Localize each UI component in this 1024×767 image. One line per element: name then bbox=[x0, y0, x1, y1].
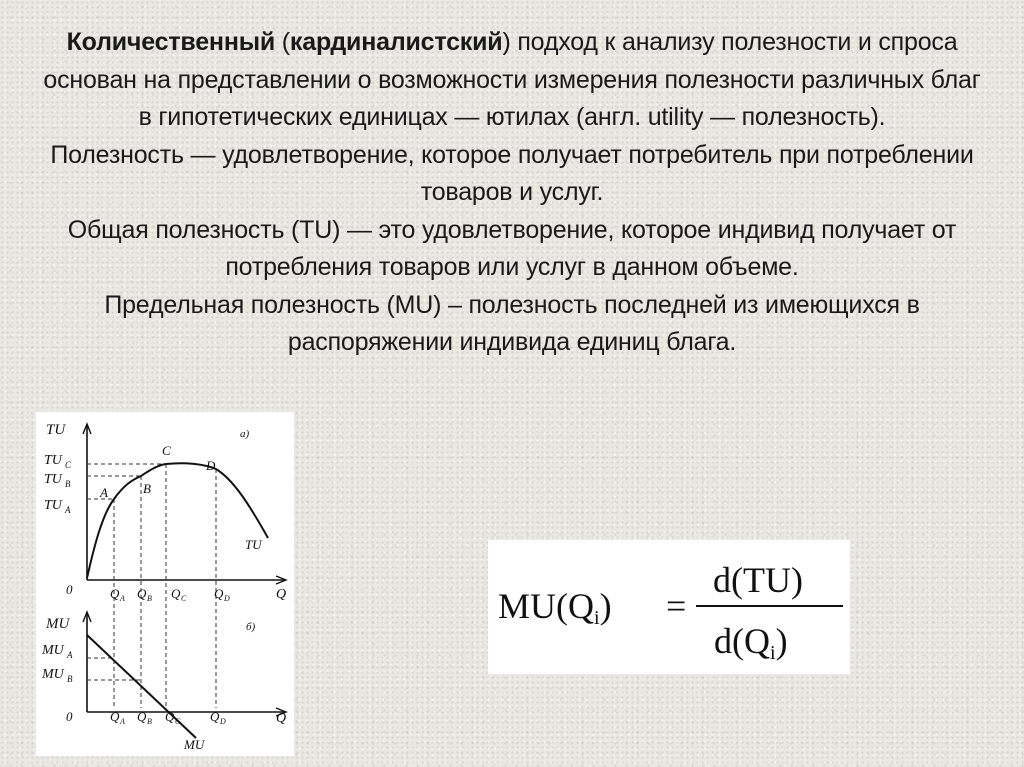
total-utility-graph bbox=[44, 422, 286, 708]
svg-text:A: A bbox=[120, 717, 125, 726]
tu-qb-tick bbox=[137, 586, 152, 603]
svg-text:Q: Q bbox=[110, 586, 120, 601]
svg-text:B: B bbox=[67, 674, 73, 684]
tu-y-axis-label: TU bbox=[46, 422, 66, 438]
mu-a-tick bbox=[41, 643, 73, 660]
tu-a-tick bbox=[44, 498, 71, 515]
tu-guide-lines bbox=[87, 464, 216, 708]
mu-b-tick bbox=[41, 667, 73, 684]
tu-x-axis-label: Q bbox=[276, 587, 287, 602]
tu-qd-tick bbox=[214, 586, 230, 603]
cardinal-approach-rest: ) подход к анализу полезности и спроса основан на представлении о возможности измерения полезности различных благ в гипотетических единицах — ютилах (англ. utility — полезность). bbox=[43, 28, 981, 131]
svg-text:C: C bbox=[175, 717, 181, 726]
svg-text:C: C bbox=[181, 594, 187, 603]
svg-text:TU: TU bbox=[44, 472, 62, 487]
mu-origin-label: 0 bbox=[66, 709, 73, 724]
tu-curve-label: TU bbox=[245, 537, 262, 552]
tu-qa-tick bbox=[110, 586, 125, 603]
svg-text:Q: Q bbox=[210, 709, 220, 724]
mu-line-label: MU bbox=[184, 737, 205, 752]
paragraph-cardinal-approach bbox=[40, 24, 984, 137]
svg-text:Q: Q bbox=[214, 586, 224, 601]
formula-denominator: d(Qi) bbox=[714, 621, 788, 664]
svg-text:A: A bbox=[67, 650, 73, 660]
svg-text:MU: MU bbox=[42, 667, 64, 682]
marginal-utility-formula bbox=[488, 540, 850, 674]
svg-text:C: C bbox=[65, 460, 72, 470]
formula-numerator: d(TU) bbox=[713, 560, 803, 600]
svg-text:MU: MU bbox=[42, 643, 64, 658]
term-quantitative: Количественный bbox=[66, 28, 276, 56]
paragraph-marginal-utility: Предельная полезность (MU) – полезность последней из имеющихся в распоряжении индивида единиц блага. bbox=[104, 290, 920, 356]
svg-text:Q: Q bbox=[165, 709, 175, 724]
svg-text:B: B bbox=[147, 594, 152, 603]
svg-text:Q: Q bbox=[137, 709, 147, 724]
tu-b-tick bbox=[44, 472, 71, 489]
marginal-utility-graph bbox=[41, 612, 286, 752]
svg-text:A: A bbox=[120, 594, 125, 603]
paragraph-total-utility: Общая полезность (TU) — это удовлетворение, которое индивид получает от потребления товаров или услуг в данном объеме. bbox=[67, 215, 957, 281]
point-d-label: D bbox=[206, 458, 216, 473]
point-b-label: B bbox=[143, 481, 151, 496]
tu-origin-label: 0 bbox=[66, 582, 73, 597]
formula-lhs: MU(Qi) bbox=[498, 586, 612, 629]
svg-text:Q: Q bbox=[171, 586, 181, 601]
svg-text:D: D bbox=[224, 594, 230, 603]
utility-graphs bbox=[36, 412, 294, 756]
tu-c-tick bbox=[44, 453, 72, 470]
paragraph-utility: Полезность — удовлетворение, которое получает потребитель при потреблении товаров и услуг. bbox=[50, 140, 974, 206]
svg-text:A: A bbox=[65, 505, 71, 515]
svg-text:B: B bbox=[65, 479, 71, 489]
definitions-text bbox=[40, 24, 984, 362]
tu-qc-tick bbox=[171, 586, 187, 603]
mu-y-axis-label: MU bbox=[46, 616, 70, 632]
panel-label-a: а) bbox=[240, 428, 250, 440]
term-cardinalist: кардиналистский bbox=[289, 28, 503, 56]
formula-equals: = bbox=[666, 586, 687, 626]
paren-open: ( bbox=[275, 28, 290, 56]
point-a-label: A bbox=[100, 485, 108, 500]
svg-text:Q: Q bbox=[110, 709, 120, 724]
svg-text:Q: Q bbox=[137, 586, 147, 601]
point-c-label: C bbox=[162, 443, 171, 458]
panel-label-b: б) bbox=[246, 621, 256, 633]
svg-text:B: B bbox=[147, 717, 152, 726]
svg-text:TU: TU bbox=[44, 498, 62, 513]
mu-x-axis-label: Q bbox=[276, 711, 287, 726]
svg-text:TU: TU bbox=[44, 453, 62, 468]
svg-text:D: D bbox=[220, 717, 226, 726]
